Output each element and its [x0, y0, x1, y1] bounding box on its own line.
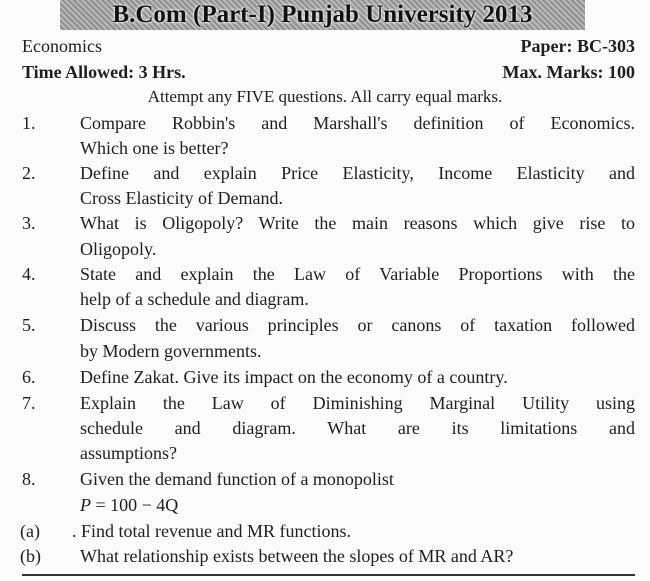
- question-text: Discuss the various principles or canons of taxation followed: [80, 315, 635, 335]
- question-text: Given the demand function of a monopolist: [80, 469, 394, 489]
- question-number: 7.: [22, 393, 36, 413]
- question-number: 4.: [22, 264, 36, 284]
- question-number: 6.: [22, 367, 36, 387]
- question-number: 2.: [22, 163, 36, 183]
- instruction-text: Attempt any FIVE questions. All carry equal marks.: [147, 87, 503, 106]
- question-text: schedule and diagram. What are its limitations and: [80, 418, 635, 438]
- question-text: What is Oligopoly? Write the main reasons which give rise to: [80, 213, 635, 233]
- question-text: Which one is better?: [80, 138, 229, 158]
- part-label: (a): [20, 521, 40, 541]
- subject-label: Economics: [22, 36, 102, 56]
- exam-title-banner: [60, 0, 585, 30]
- question-text: by Modern governments.: [80, 341, 262, 361]
- max-marks: Max. Marks: 100: [502, 62, 635, 82]
- exam-title: B.Com (Part-I) Punjab University 2013: [112, 1, 533, 28]
- question-text: Compare Robbin's and Marshall's definition of Economics.: [80, 113, 635, 133]
- question-text: Define Zakat. Give its impact on the economy of a country.: [80, 367, 508, 387]
- question-text: Oligopoly.: [80, 239, 157, 259]
- question-text: Define and explain Price Elasticity, Income Elasticity and: [80, 163, 635, 183]
- demand-function: [80, 495, 178, 516]
- question-number: 1.: [22, 113, 36, 133]
- paper-code: Paper: BC-303: [520, 36, 635, 56]
- question-number: 8.: [22, 469, 36, 489]
- bottom-rule: [22, 574, 635, 576]
- question-text: State and explain the Law of Variable Proportions with the: [80, 264, 635, 284]
- question-text: assumptions?: [80, 443, 177, 463]
- question-text: Cross Elasticity of Demand.: [80, 188, 283, 208]
- question-text: Explain the Law of Diminishing Marginal Utility using: [80, 393, 635, 413]
- question-text: help of a schedule and diagram.: [80, 289, 309, 309]
- formula-lhs: P: [80, 495, 91, 515]
- time-allowed: Time Allowed: 3 Hrs.: [22, 62, 186, 82]
- part-text: What relationship exists between the slopes of MR and AR?: [80, 546, 514, 566]
- question-number: 5.: [22, 315, 36, 335]
- question-number: 3.: [22, 213, 36, 233]
- part-text: . Find total revenue and MR functions.: [72, 521, 351, 541]
- part-label: (b): [20, 546, 41, 566]
- formula-rhs: = 100 − 4Q: [95, 495, 179, 515]
